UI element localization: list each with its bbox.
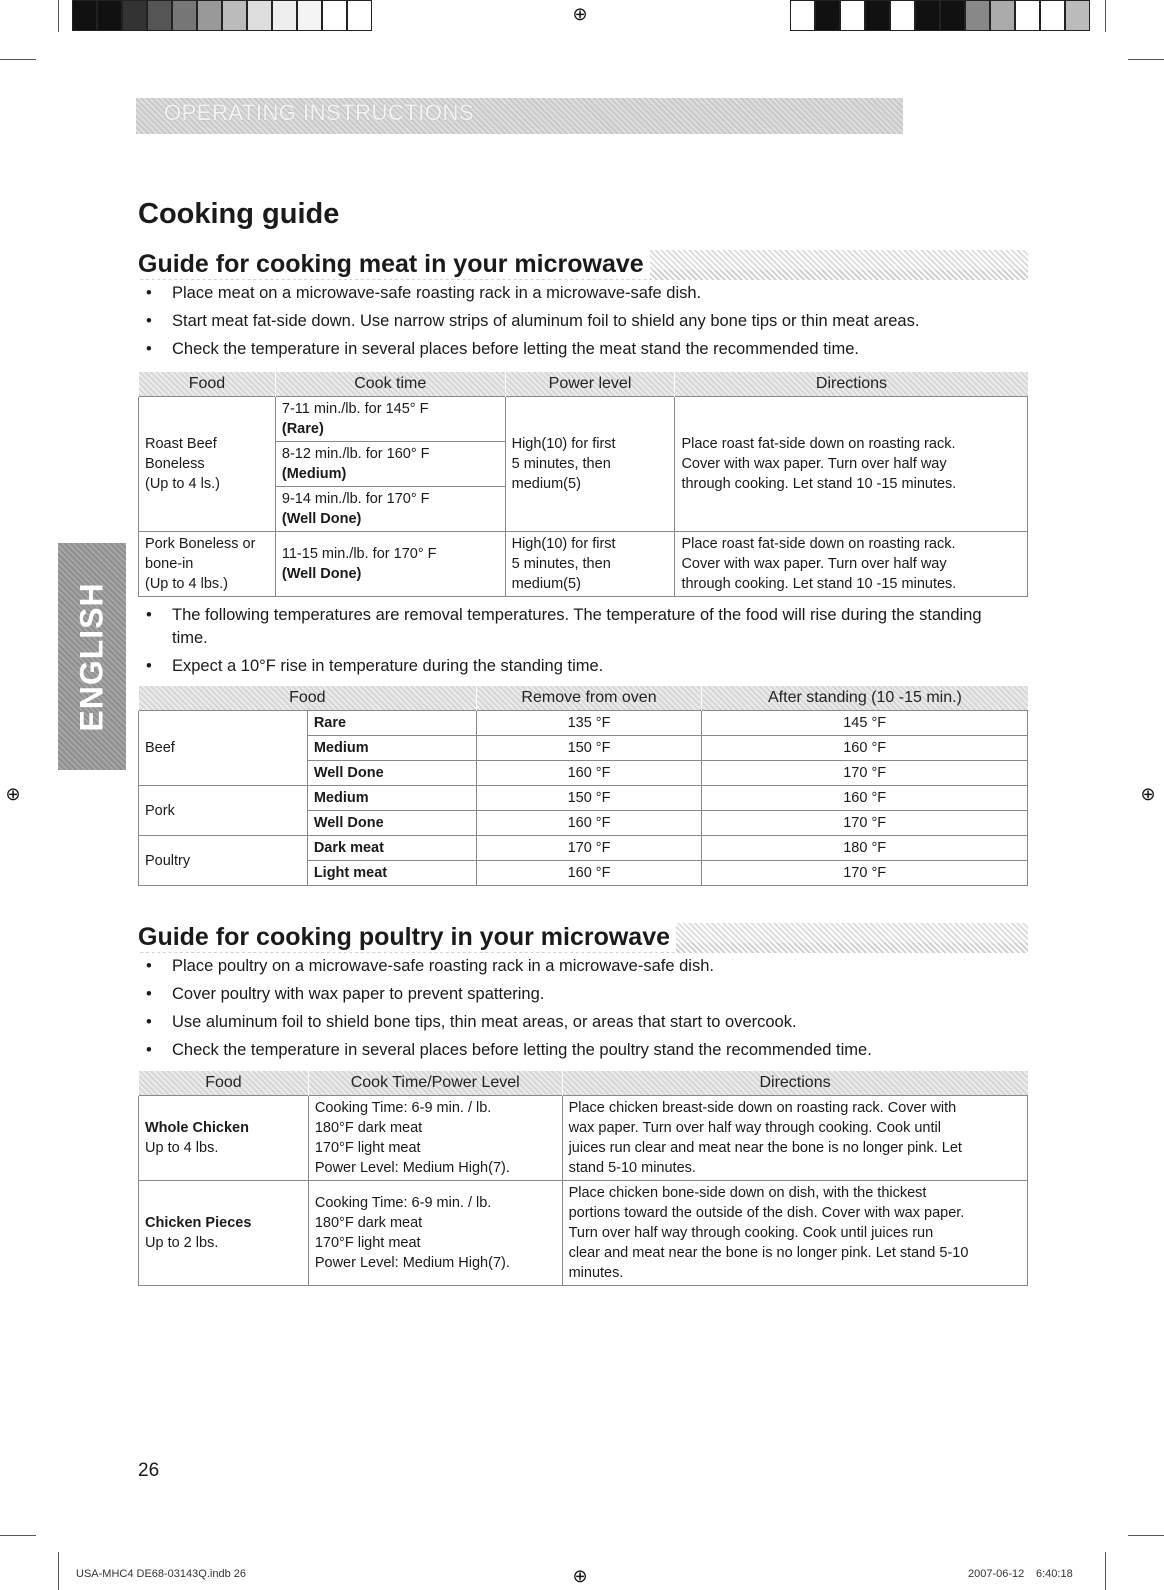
- doneness-cell: Well Done: [307, 811, 476, 836]
- page-title: Cooking guide: [138, 198, 340, 230]
- remove-temp-cell: 160 °F: [476, 811, 702, 836]
- after-temp-cell: 160 °F: [702, 786, 1028, 811]
- doneness-cell: Light meat: [307, 861, 476, 886]
- temps-bullet-list: [138, 604, 1018, 683]
- language-tab-label: ENGLISH: [73, 581, 110, 732]
- table-row: [139, 786, 1028, 811]
- color-bar-right: [790, 0, 1090, 33]
- remove-temp-cell: 160 °F: [476, 861, 702, 886]
- list-item: • The following temperatures are removal temperatures. The temperature of the food will rise during the standing time.: [138, 604, 1018, 650]
- column-header: Directions: [675, 372, 1028, 397]
- remove-temp-cell: 170 °F: [476, 836, 702, 861]
- language-tab: [58, 543, 126, 770]
- table-row: [139, 711, 1028, 736]
- list-item: • Use aluminum foil to shield bone tips, thin meat areas, or areas that start to overcook.: [138, 1011, 872, 1034]
- poultry-cooking-table: [138, 1071, 1028, 1286]
- remove-temp-cell: 150 °F: [476, 786, 702, 811]
- cook-time-cell: 9-14 min./lb. for 170° F (Well Done): [275, 487, 505, 532]
- food-cell: Beef: [139, 711, 308, 786]
- meat-cooking-table: [138, 372, 1028, 597]
- column-header: Directions: [562, 1071, 1027, 1096]
- list-item: • Place poultry on a microwave-safe roasting rack in a microwave-safe dish.: [138, 955, 872, 978]
- poultry-section-heading: [138, 923, 1028, 953]
- power-cell: High(10) for first 5 minutes, then medium(5): [505, 397, 675, 532]
- remove-temp-cell: 160 °F: [476, 761, 702, 786]
- banner-label: OPERATING INSTRUCTIONS: [164, 100, 475, 125]
- column-header: After standing (10 -15 min.): [702, 686, 1028, 711]
- cook-cell: Cooking Time: 6-9 min. / lb. 180°F dark meat 170°F light meat Power Level: Medium High(7).: [308, 1181, 562, 1286]
- crop-mark: [1105, 0, 1106, 32]
- food-cell: Pork: [139, 786, 308, 836]
- registration-target-icon: ⊕: [5, 784, 21, 805]
- poultry-heading-text: Guide for cooking poultry in your microwave: [138, 923, 676, 952]
- column-header: Food: [139, 686, 477, 711]
- crop-mark: [58, 1552, 59, 1590]
- crop-mark: [1128, 59, 1164, 60]
- cook-time-cell: 7-11 min./lb. for 145° F (Rare): [275, 397, 505, 442]
- food-cell: Poultry: [139, 836, 308, 886]
- column-header: Food: [139, 372, 276, 397]
- directions-cell: Place chicken breast-side down on roasting rack. Cover with wax paper. Turn over half way through cooking. Cook until juices run clear and meat near the bone is no longer pink. Let stand 5-10 minutes.: [562, 1096, 1027, 1181]
- table-row: [139, 532, 1028, 597]
- after-temp-cell: 180 °F: [702, 836, 1028, 861]
- footer-date: 2007-06-12: [968, 1568, 1025, 1580]
- cook-time-cell: 8-12 min./lb. for 160° F (Medium): [275, 442, 505, 487]
- page-number: 26: [138, 1460, 160, 1481]
- table-row: [139, 397, 1028, 442]
- cook-time-cell: 11-15 min./lb. for 170° F (Well Done): [275, 532, 505, 597]
- temperature-table: [138, 686, 1028, 886]
- column-header: Food: [139, 1071, 309, 1096]
- list-item: • Cover poultry with wax paper to prevent spattering.: [138, 983, 872, 1006]
- list-item: • Place meat on a microwave-safe roasting rack in a microwave-safe dish.: [138, 282, 919, 305]
- remove-temp-cell: 150 °F: [476, 736, 702, 761]
- crop-mark: [58, 0, 59, 32]
- registration-target-icon: ⊕: [1140, 784, 1156, 805]
- after-temp-cell: 170 °F: [702, 861, 1028, 886]
- table-row: [139, 836, 1028, 861]
- food-cell: Chicken Pieces Up to 2 lbs.: [139, 1181, 309, 1286]
- meat-heading-text: Guide for cooking meat in your microwave: [138, 250, 650, 279]
- food-cell: Roast Beef Boneless (Up to 4 ls.): [139, 397, 276, 532]
- after-temp-cell: 170 °F: [702, 761, 1028, 786]
- crop-mark: [1105, 1552, 1106, 1590]
- doneness-cell: Medium: [307, 736, 476, 761]
- after-temp-cell: 170 °F: [702, 811, 1028, 836]
- table-row: [139, 1181, 1028, 1286]
- footer-time: 6:40:18: [1036, 1568, 1073, 1580]
- color-bar-left: [72, 0, 372, 33]
- registration-target-icon: ⊕: [572, 1566, 588, 1587]
- doneness-cell: Medium: [307, 786, 476, 811]
- after-temp-cell: 160 °F: [702, 736, 1028, 761]
- column-header: Cook Time/Power Level: [308, 1071, 562, 1096]
- doneness-cell: Well Done: [307, 761, 476, 786]
- list-item: • Start meat fat-side down. Use narrow strips of aluminum foil to shield any bone tips or thin meat areas.: [138, 310, 919, 333]
- remove-temp-cell: 135 °F: [476, 711, 702, 736]
- list-item: • Check the temperature in several places before letting the meat stand the recommended time.: [138, 338, 919, 361]
- meat-bullet-list: [138, 282, 919, 366]
- food-cell: Pork Boneless or bone-in (Up to 4 lbs.): [139, 532, 276, 597]
- registration-target-icon: ⊕: [572, 4, 588, 25]
- table-row: [139, 1096, 1028, 1181]
- doneness-cell: Rare: [307, 711, 476, 736]
- section-banner: [136, 98, 903, 134]
- directions-cell: Place chicken bone-side down on dish, with the thickest portions toward the outside of the dish. Cover with wax paper. Turn over half way through cooking. Cook until juices run clear and meat near the bone is no longer pink. Let stand 5-10 minutes.: [562, 1181, 1027, 1286]
- list-item: • Expect a 10°F rise in temperature during the standing time.: [138, 655, 1018, 678]
- doneness-cell: Dark meat: [307, 836, 476, 861]
- cook-cell: Cooking Time: 6-9 min. / lb. 180°F dark meat 170°F light meat Power Level: Medium High(7).: [308, 1096, 562, 1181]
- meat-section-heading: [138, 250, 1028, 280]
- crop-mark: [1128, 1535, 1164, 1536]
- column-header: Cook time: [275, 372, 505, 397]
- footer-file: USA-MHC4 DE68-03143Q.indb 26: [76, 1568, 246, 1580]
- crop-mark: [0, 59, 36, 60]
- column-header: Remove from oven: [476, 686, 702, 711]
- power-cell: High(10) for first 5 minutes, then medium(5): [505, 532, 675, 597]
- directions-cell: Place roast fat-side down on roasting rack. Cover with wax paper. Turn over half way through cooking. Let stand 10 -15 minutes.: [675, 397, 1028, 532]
- directions-cell: Place roast fat-side down on roasting rack. Cover with wax paper. Turn over half way through cooking. Let stand 10 -15 minutes.: [675, 532, 1028, 597]
- column-header: Power level: [505, 372, 675, 397]
- list-item: • Check the temperature in several places before letting the poultry stand the recommended time.: [138, 1039, 872, 1062]
- after-temp-cell: 145 °F: [702, 711, 1028, 736]
- food-cell: Whole Chicken Up to 4 lbs.: [139, 1096, 309, 1181]
- crop-mark: [0, 1535, 36, 1536]
- poultry-bullet-list: [138, 955, 872, 1067]
